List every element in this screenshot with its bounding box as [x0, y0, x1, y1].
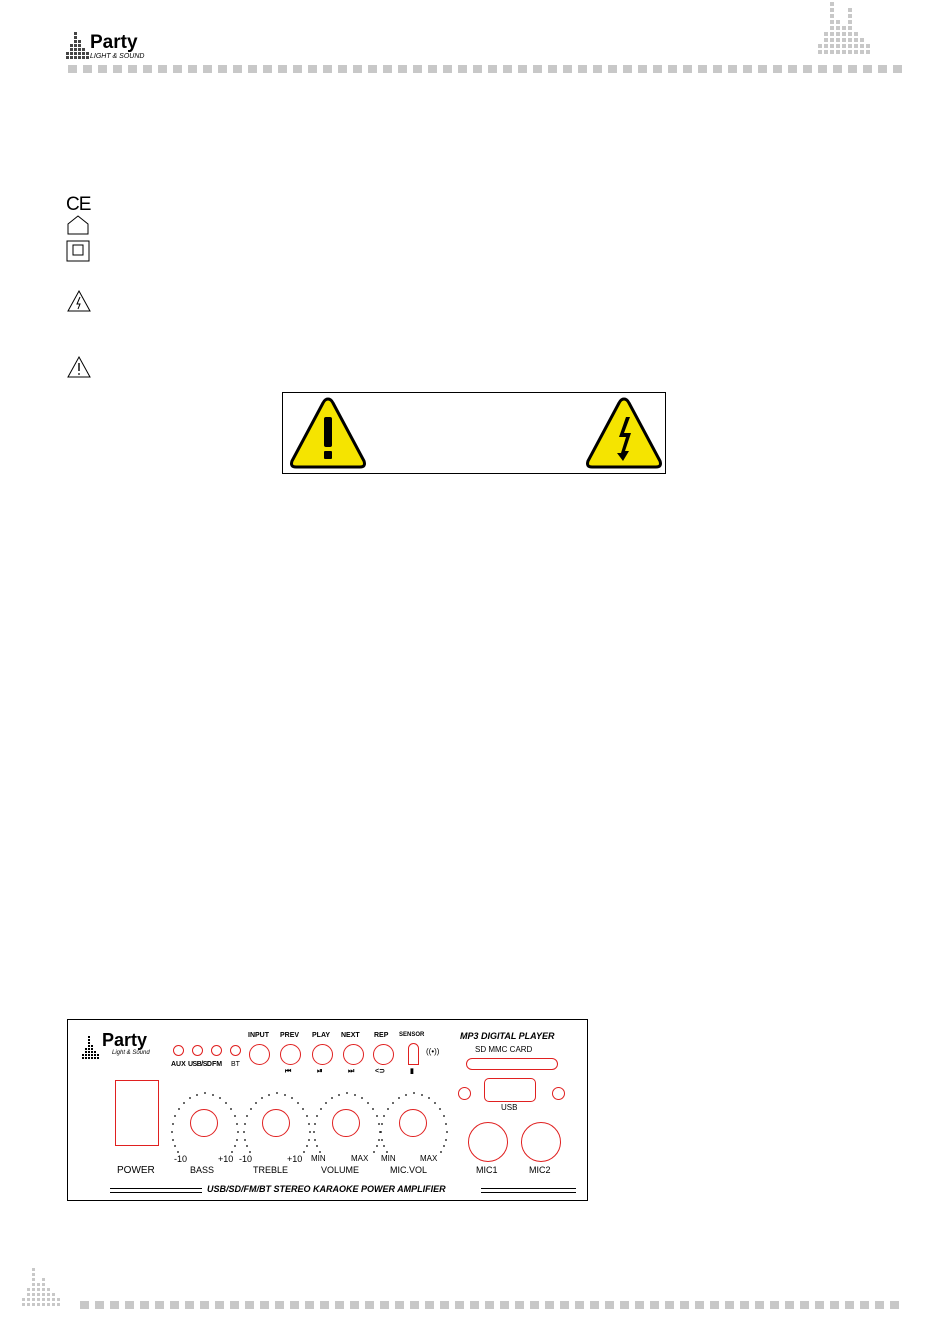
ir-sensor-window [408, 1043, 419, 1065]
prev-icon: ⏮ [285, 1068, 292, 1075]
mp3-player-title: MP3 DIGITAL PLAYER [460, 1031, 555, 1041]
footer-divider [80, 1301, 899, 1309]
footer-equalizer-icon [22, 1268, 62, 1308]
sd-card-slot[interactable] [466, 1058, 558, 1070]
panel-brand-tagline: Light & Sound [112, 1050, 150, 1056]
ce-mark-icon: CE [66, 194, 91, 215]
high-voltage-icon [585, 395, 663, 471]
equalizer-decoration-icon [818, 2, 872, 58]
mic-volume-label: MIC.VOL [390, 1165, 428, 1175]
treble-knob[interactable] [262, 1109, 290, 1137]
wireless-signal-icon: ((•)) [426, 1047, 440, 1056]
volume-min-label: MIN [311, 1154, 326, 1163]
treble-min-label: -10 [239, 1154, 253, 1164]
label-prev: PREV [280, 1032, 300, 1039]
remote-icon: ▮ [410, 1068, 414, 1075]
bass-min-label: -10 [174, 1154, 188, 1164]
card-slot-label: SD MMC CARD [475, 1045, 533, 1054]
mic1-label: MIC1 [476, 1165, 498, 1175]
class-ii-double-insulation-icon [66, 240, 90, 262]
brand-tagline: LIGHT & SOUND [90, 53, 145, 60]
header-divider [68, 65, 902, 73]
indoor-use-house-icon [66, 214, 90, 236]
label-input: INPUT [248, 1032, 269, 1039]
repeat-icon: <⊃ [375, 1068, 385, 1075]
play-pause-button[interactable] [312, 1044, 333, 1065]
usb-port[interactable] [484, 1078, 536, 1102]
usb-label: USB [501, 1103, 518, 1112]
label-usb-sd: USB/SD [188, 1061, 212, 1068]
panel-model-title: USB/SD/FM/BT STEREO KARAOKE POWER AMPLIFIER [207, 1184, 446, 1194]
led-aux [173, 1045, 184, 1056]
next-icon: ⏭ [348, 1068, 355, 1075]
label-play: PLAY [312, 1032, 331, 1039]
exclamation-warning-icon [289, 395, 367, 471]
panel-screw-right [552, 1087, 565, 1100]
mic-volume-min-label: MIN [381, 1154, 396, 1163]
led-fm [211, 1045, 222, 1056]
power-switch[interactable] [115, 1080, 159, 1146]
label-rep: REP [374, 1032, 389, 1039]
label-next: NEXT [341, 1032, 360, 1039]
treble-label: TREBLE [253, 1165, 289, 1175]
volume-max-label: MAX [351, 1154, 369, 1163]
electric-shock-warning-icon [66, 289, 92, 313]
play-pause-icon: ⏯ [317, 1068, 323, 1075]
mic2-label: MIC2 [529, 1165, 551, 1175]
bass-max-label: +10 [218, 1154, 234, 1164]
label-fm: FM [212, 1061, 223, 1068]
label-aux: AUX [171, 1061, 186, 1068]
mic2-jack[interactable] [521, 1122, 561, 1162]
volume-label: VOLUME [321, 1165, 360, 1175]
warning-label-box [282, 392, 666, 474]
prev-button[interactable] [280, 1044, 301, 1065]
brand-name: Party [90, 32, 138, 53]
panel-brand-name: Party [102, 1030, 148, 1050]
footer-rule-right [481, 1188, 576, 1193]
mic-volume-knob[interactable] [399, 1109, 427, 1137]
bass-label: BASS [190, 1165, 215, 1175]
label-sensor: SENSOR [399, 1032, 425, 1038]
front-panel-diagram [67, 1019, 588, 1201]
mic-volume-max-label: MAX [420, 1154, 438, 1163]
panel-screw-left [458, 1087, 471, 1100]
mic1-jack[interactable] [468, 1122, 508, 1162]
header-logo [66, 26, 158, 62]
power-label: POWER [117, 1165, 155, 1176]
repeat-button[interactable] [373, 1044, 394, 1065]
next-button[interactable] [343, 1044, 364, 1065]
led-usb-sd [192, 1045, 203, 1056]
caution-exclamation-icon [66, 355, 92, 379]
label-bt: BT [231, 1061, 240, 1068]
bass-knob[interactable] [190, 1109, 218, 1137]
led-bt [230, 1045, 241, 1056]
treble-max-label: +10 [287, 1154, 303, 1164]
footer-rule-left [110, 1188, 202, 1193]
input-button[interactable] [249, 1044, 270, 1065]
volume-knob[interactable] [332, 1109, 360, 1137]
